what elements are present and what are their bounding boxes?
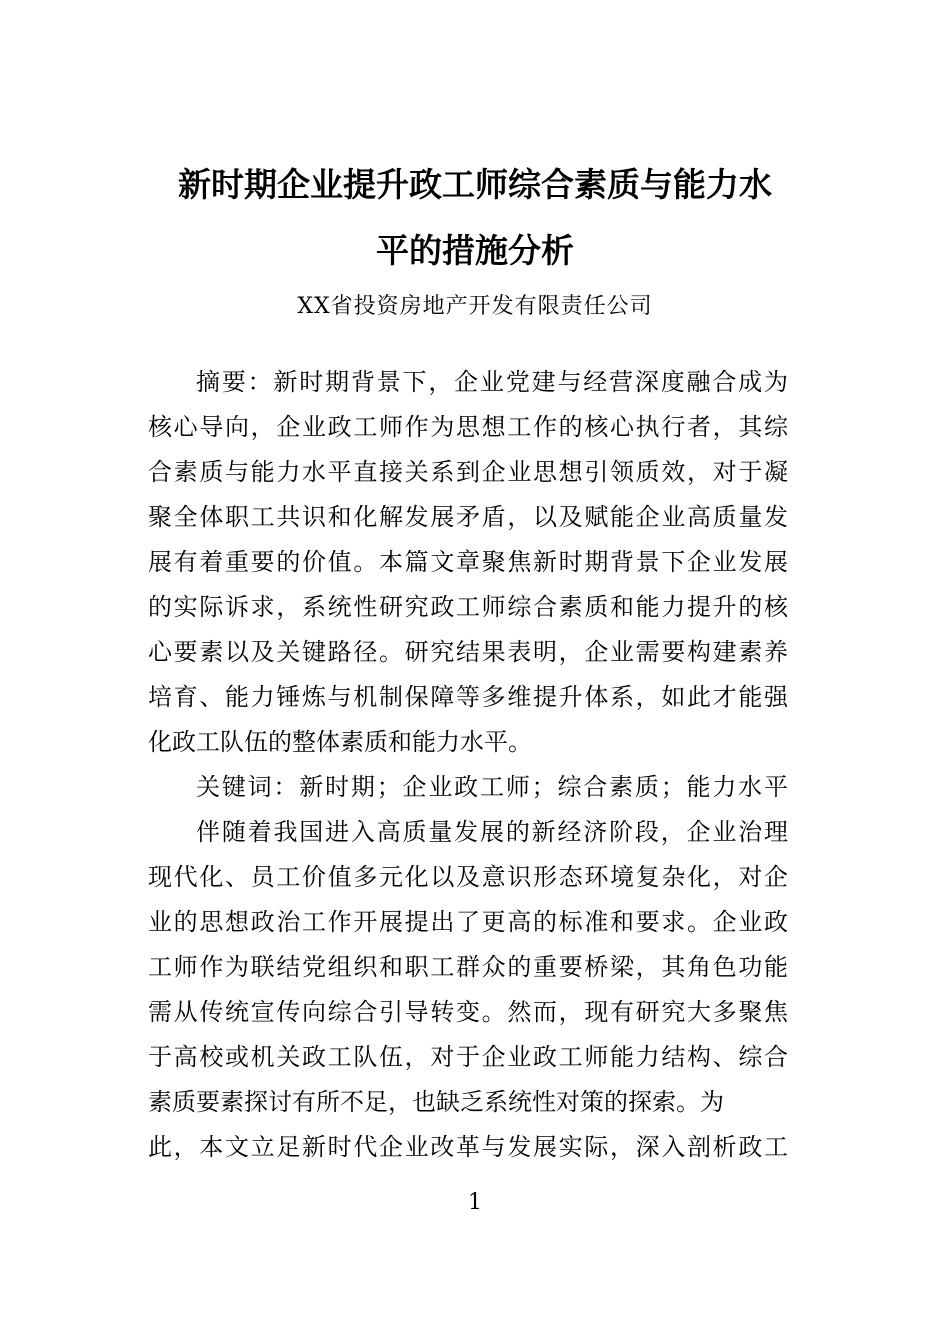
abstract-line: 化政工队伍的整体素质和能力水平。 <box>148 728 532 756</box>
body-line: 业的思想政治工作开展提出了更高的标准和要求。企业政 <box>148 908 788 936</box>
abstract-line: 培育、能力锤炼与机制保障等多维提升体系，如此才能强 <box>148 683 788 711</box>
page-number: 1 <box>468 1190 482 1215</box>
document-title-line-1: 新时期企业提升政工师综合素质与能力水 <box>178 165 772 204</box>
author-organization: XX省投资房地产开发有限责任公司 <box>297 294 653 319</box>
body-line: 伴随着我国进入高质量发展的新经济阶段，企业治理 <box>196 818 788 846</box>
abstract-line: 展有着重要的价值。本篇文章聚焦新时期背景下企业发展 <box>148 548 788 576</box>
body-line: 现代化、员工价值多元化以及意识形态环境复杂化，对企 <box>148 863 788 891</box>
abstract-line: 摘要：新时期背景下，企业党建与经营深度融合成为 <box>196 368 788 396</box>
abstract-line: 的实际诉求，系统性研究政工师综合素质和能力提升的核 <box>148 593 788 621</box>
body-line: 工师作为联结党组织和职工群众的重要桥梁，其角色功能 <box>148 953 788 981</box>
body-line: 需从传统宣传向综合引导转变。然而，现有研究大多聚焦 <box>148 998 788 1026</box>
document-title-line-2: 平的措施分析 <box>376 231 574 270</box>
abstract-line: 核心导向，企业政工师作为思想工作的核心执行者，其综 <box>148 413 788 441</box>
body-line: 素质要素探讨有所不足，也缺乏系统性对策的探索。为 <box>148 1088 724 1116</box>
abstract-line: 聚全体职工共识和化解发展矛盾，以及赋能企业高质量发 <box>148 503 788 531</box>
abstract-line: 合素质与能力水平直接关系到企业思想引领质效，对于凝 <box>148 458 788 486</box>
abstract-line: 心要素以及关键路径。研究结果表明，企业需要构建素养 <box>148 638 788 666</box>
body-line: 于高校或机关政工队伍，对于企业政工师能力结构、综合 <box>148 1043 788 1071</box>
keywords-line: 关键词：新时期；企业政工师；综合素质；能力水平 <box>196 773 788 801</box>
body-line: 此，本文立足新时代企业改革与发展实际，深入剖析政工 <box>148 1133 788 1161</box>
